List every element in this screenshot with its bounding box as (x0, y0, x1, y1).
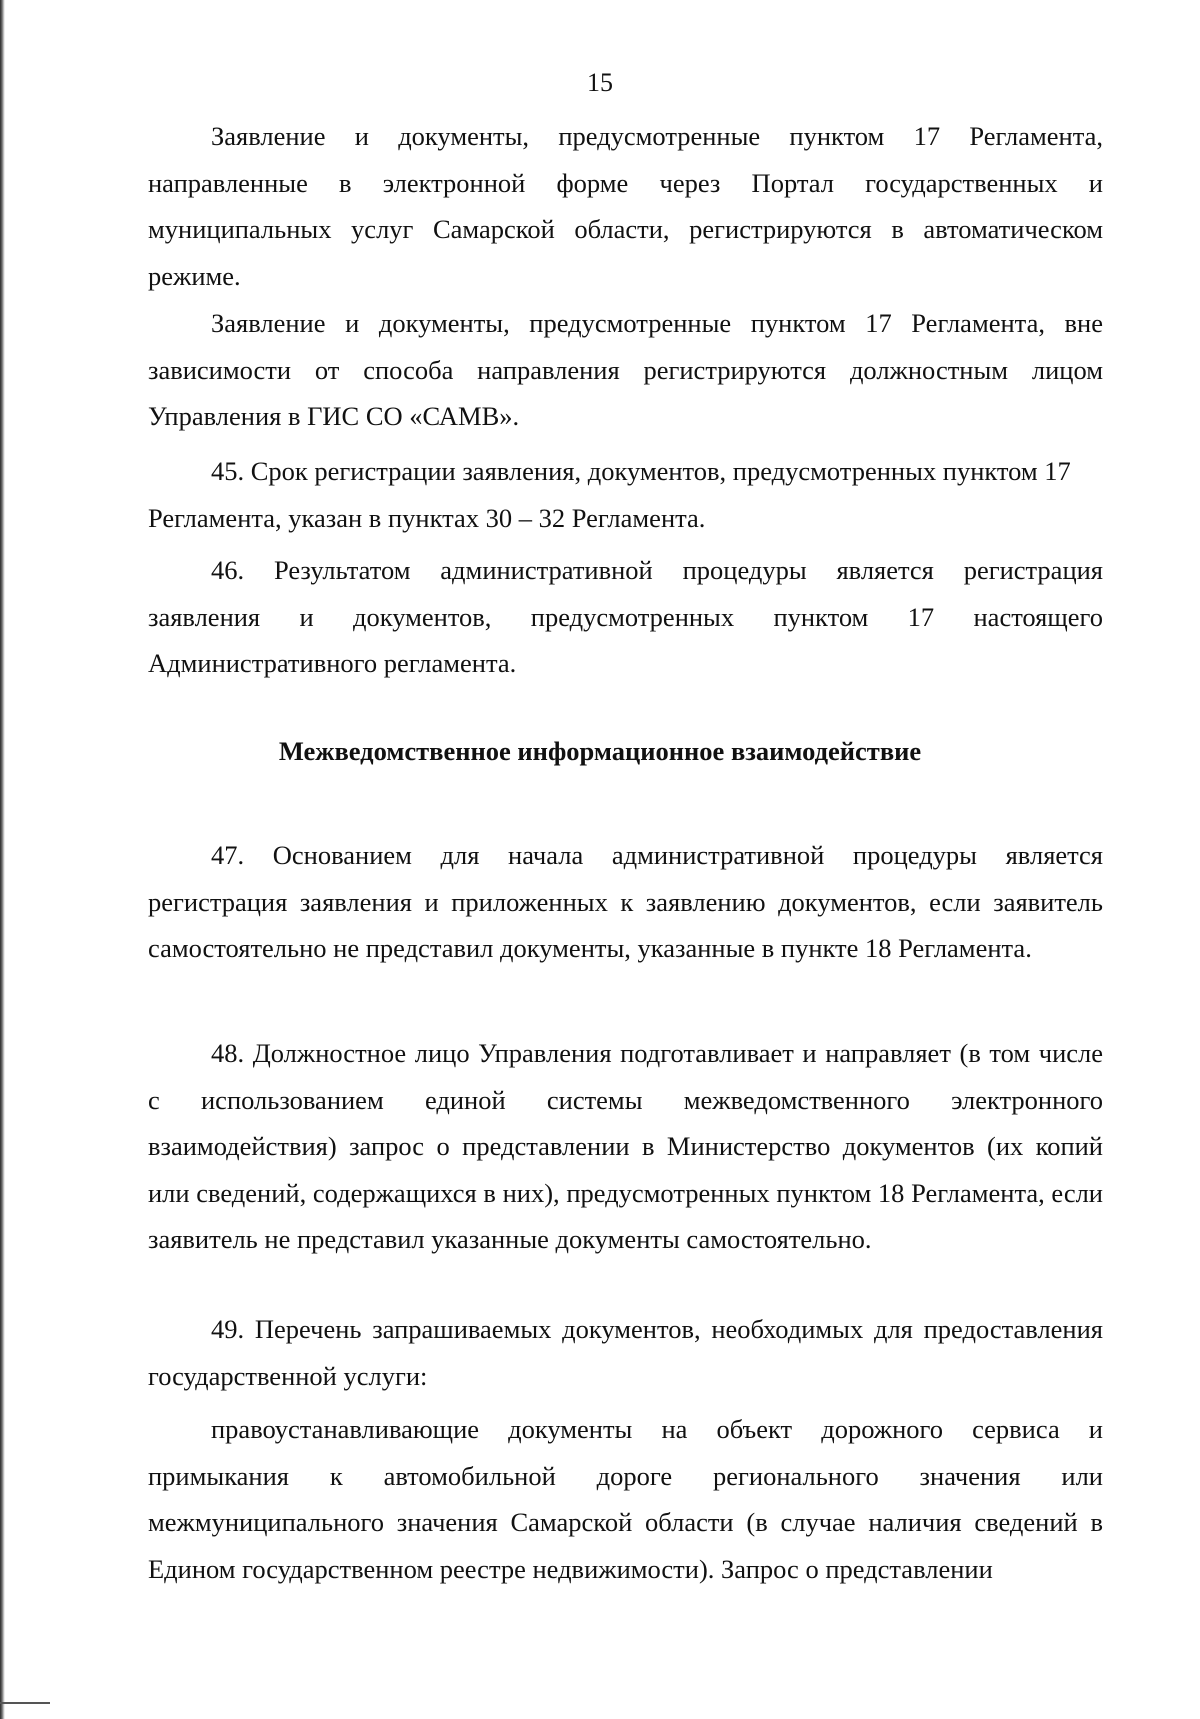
paragraph-title-documents: правоустанавливающие документы на объект дорожного сервиса и примыкания к автомобильной дороге регионального значения или межмуниципального значения Самарской области (в случае наличия сведений в Едином государственном реестре недвижимости). Запрос о представлении (148, 1414, 1103, 1584)
paragraph-49: 49. Перечень запрашиваемых документов, необходимых для предоставления государственной услуги: (148, 1314, 1103, 1391)
paragraph-48: 48. Должностное лицо Управления подготавливает и направляет (в том числе с использованием единой системы межведомственного электронного взаимодействия) запрос о представлении в Министерство документов (их копий или сведений, содержащихся в них), предусмотренных пунктом 18 Регламента, если заявитель не представил указанные документы самостоятельно. (148, 1038, 1103, 1254)
section-heading: Межведомственное информационное взаимодействие (278, 736, 922, 766)
paragraph-registration-official: Заявление и документы, предусмотренные пунктом 17 Регламента, вне зависимости от способа направления регистрируются должностным лицом Управления в ГИС СО «САМВ». (148, 308, 1103, 431)
scan-bottom-mark (0, 1702, 50, 1704)
paragraph-47: 47. Основанием для начала административной процедуры является регистрация заявления и приложенных к заявлению документов, если заявитель самостоятельно не представил документы, указанные в пункте 18 Регламента. (148, 840, 1103, 963)
page-number: 15 (587, 68, 613, 97)
paragraph-45: 45. Срок регистрации заявления, документов, предусмотренных пунктом 17 Регламента, указан в пунктах 30 – 32 Регламента. (148, 456, 1071, 533)
scan-left-edge (0, 0, 5, 1719)
paragraph-46: 46. Результатом административной процедуры является регистрация заявления и документов, предусмотренных пунктом 17 настоящего Административного регламента. (148, 555, 1103, 678)
paragraph-registration-electronic: Заявление и документы, предусмотренные пунктом 17 Регламента, направленные в электронной форме через Портал государственных и муниципальных услуг Самарской области, регистрируются в автоматическом режиме. (148, 121, 1103, 291)
